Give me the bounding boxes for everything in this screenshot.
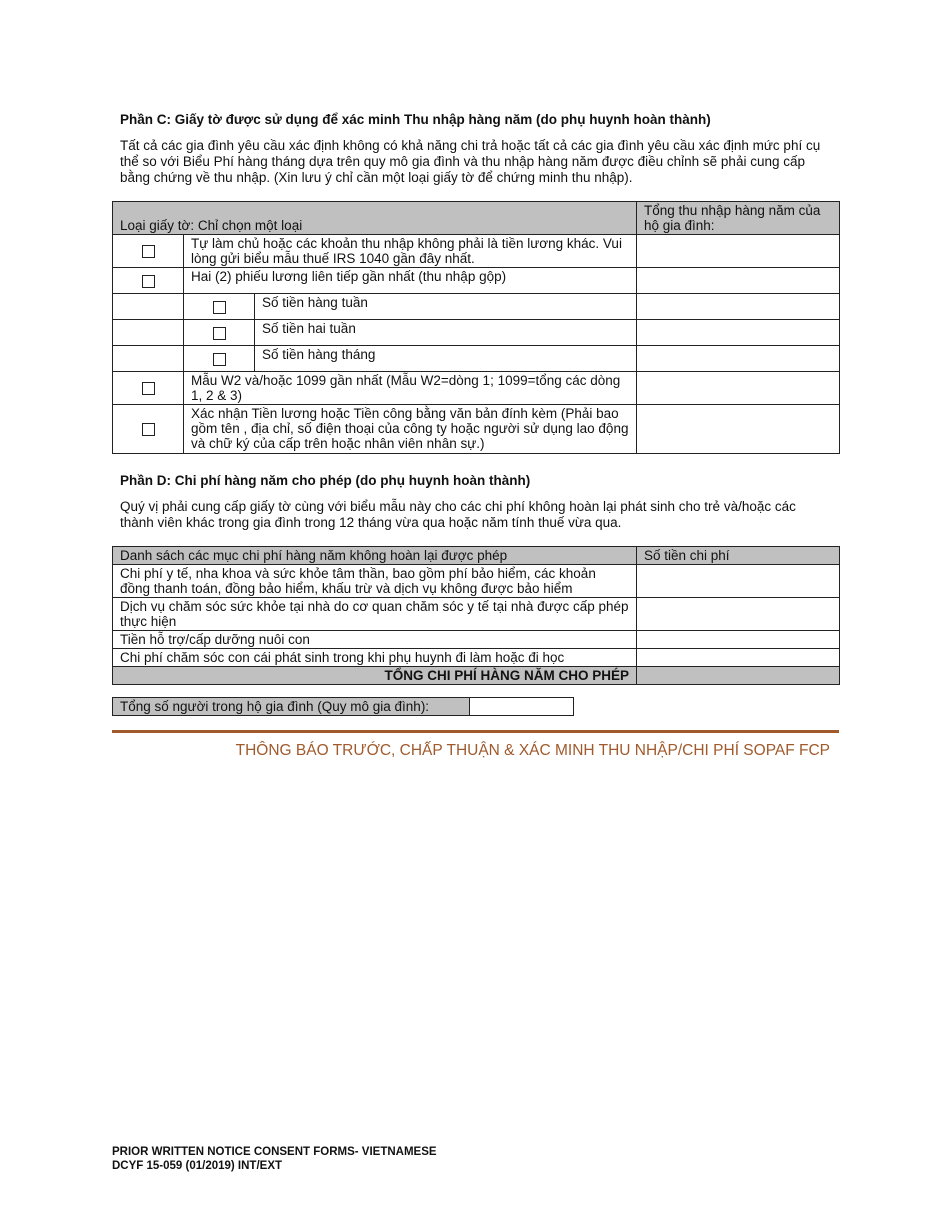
income-amount-cell[interactable]: [637, 405, 840, 454]
income-amount-cell[interactable]: [637, 346, 840, 372]
table-row: [113, 631, 840, 649]
expense-amount-cell[interactable]: [637, 598, 840, 631]
household-size-field[interactable]: [470, 698, 574, 716]
household-size-label: Tổng số người trong hộ gia đình (Quy mô gia đình):: [113, 698, 470, 716]
income-amount-cell[interactable]: [637, 235, 840, 268]
income-amount-cell[interactable]: [637, 268, 840, 294]
expense-amount-cell[interactable]: [637, 649, 840, 667]
household-size-table: [112, 697, 574, 716]
income-header: Tổng thu nhập hàng năm của hộ gia đình:: [637, 202, 840, 235]
section-d-heading: Phần D: Chi phí hàng năm cho phép (do phụ huynh hoàn thành): [120, 473, 531, 488]
table-row: [113, 268, 840, 294]
w2-1099-checkbox[interactable]: [113, 372, 184, 405]
table-row: [113, 294, 840, 320]
expenses-table: [112, 546, 840, 685]
section-c-heading: Phần C: Giấy tờ được sử dụng để xác minh Thu nhập hàng năm (do phụ huynh hoàn thành): [120, 112, 711, 127]
expense-list-header: Danh sách các mục chi phí hàng năm không hoàn lại được phép: [113, 547, 637, 565]
doc-type-header: Loại giấy tờ: Chỉ chọn một loại: [113, 202, 637, 235]
paystubs-checkbox[interactable]: [113, 268, 184, 294]
biweekly-checkbox[interactable]: [184, 320, 255, 346]
income-amount-cell[interactable]: [637, 320, 840, 346]
expense-amount-header: Số tiền chi phí: [637, 547, 840, 565]
table-row: [113, 667, 840, 685]
section-c-intro: Tất cả các gia đình yêu cầu xác định không có khả năng chi trả hoặc tất cả các gia đình yêu cầu xác định mức phí cụ thể so với Biểu Phí hàng tháng dựa trên quy mô gia đình và thu nhập hàng năm được điều chỉnh sẽ phải cung cấp bằng chứng về thu nhập. (Xin lưu ý chỉ cần một loại giấy tờ để chứng minh thu nhập).: [120, 138, 821, 185]
expense-label: Chi phí y tế, nha khoa và sức khỏe tâm thần, bao gồm phí bảo hiểm, các khoản đồng thanh toán, đồng bảo hiểm, khấu trừ và dịch vụ không được bảo hiểm: [113, 565, 637, 598]
table-row: [113, 649, 840, 667]
expense-amount-cell[interactable]: [637, 631, 840, 649]
form-banner-title: THÔNG BÁO TRƯỚC, CHẤP THUẬN & XÁC MINH THU NHẬP/CHI PHÍ SOPAF FCP: [235, 742, 830, 759]
total-expense-cell[interactable]: [637, 667, 840, 685]
weekly-checkbox[interactable]: [184, 294, 255, 320]
table-row: [113, 405, 840, 454]
footer-form-number: DCYF 15-059 (01/2019) INT/EXT: [112, 1160, 283, 1172]
total-expense-label: TỔNG CHI PHÍ HÀNG NĂM CHO PHÉP: [113, 667, 637, 685]
table-row: [113, 565, 840, 598]
expense-label: Dịch vụ chăm sóc sức khỏe tại nhà do cơ quan chăm sóc y tế tại nhà được cấp phép thực hiện: [113, 598, 637, 631]
income-amount-cell[interactable]: [637, 294, 840, 320]
row-label: Số tiền hàng tháng: [255, 346, 637, 372]
expense-amount-cell[interactable]: [637, 565, 840, 598]
monthly-checkbox[interactable]: [184, 346, 255, 372]
self-employed-checkbox[interactable]: [113, 235, 184, 268]
table-row: [113, 346, 840, 372]
table-row: [113, 372, 840, 405]
row-label: Hai (2) phiếu lương liên tiếp gần nhất (thu nhập gộp): [184, 268, 637, 294]
expense-label: Chi phí chăm sóc con cái phát sinh trong khi phụ huynh đi làm hoặc đi học: [113, 649, 637, 667]
row-label: Xác nhận Tiền lương hoặc Tiền công bằng văn bản đính kèm (Phải bao gồm tên , địa chỉ, số điện thoại của công ty hoặc người sử dụng lao động và chữ ký của cấp trên hoặc nhân viên nhân sự.): [184, 405, 637, 454]
wage-verification-checkbox[interactable]: [113, 405, 184, 454]
row-label: Số tiền hàng tuần: [255, 294, 637, 320]
section-d-intro: Quý vị phải cung cấp giấy tờ cùng với biểu mẫu này cho các chi phí không hoàn lại phát sinh cho trẻ và/hoặc các thành viên khác trong gia đình trong 12 tháng vừa qua hoặc năm tính thuế vừa qua.: [120, 499, 796, 530]
row-label: Mẫu W2 và/hoặc 1099 gần nhất (Mẫu W2=dòng 1; 1099=tổng các dòng 1, 2 & 3): [184, 372, 637, 405]
footer-form-title: PRIOR WRITTEN NOTICE CONSENT FORMS- VIETNAMESE: [112, 1146, 437, 1158]
table-row: [113, 320, 840, 346]
table-row: [113, 598, 840, 631]
accent-divider: [112, 730, 839, 733]
row-label: Tự làm chủ hoặc các khoản thu nhập không phải là tiền lương khác. Vui lòng gửi biểu mẫu thuế IRS 1040 gần đây nhất.: [184, 235, 637, 268]
expense-label: Tiền hỗ trợ/cấp dưỡng nuôi con: [113, 631, 637, 649]
income-documents-table: [112, 201, 840, 454]
income-amount-cell[interactable]: [637, 372, 840, 405]
table-row: [113, 235, 840, 268]
row-label: Số tiền hai tuần: [255, 320, 637, 346]
